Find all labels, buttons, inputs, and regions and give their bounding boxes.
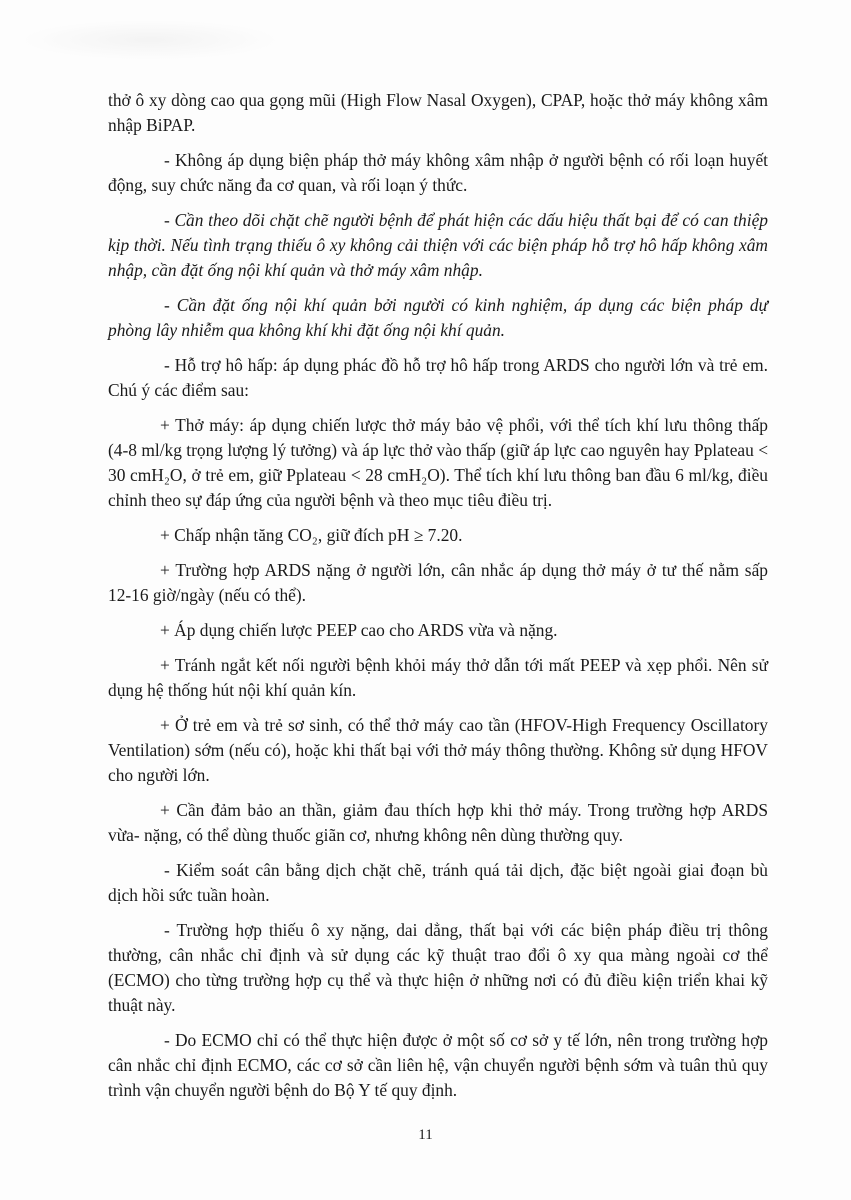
paragraph-6: + Thở máy: áp dụng chiến lược thở máy bảo vệ phổi, với thể tích khí lưu thông thấp (4-8 ml/kg trọng lượng lý tưởng) và áp lực thở vào thấp (giữ áp lực cao nguyên hay Pplateau < 30 cmH₂O, ở trẻ em, giữ Pplateau < 28 cmH₂O). Thể tích khí lưu thông ban đầu 6 ml/kg, điều chỉnh theo sự đáp ứng của người bệnh và theo mục tiêu điều trị. [108,415,768,510]
paragraph-7: + Chấp nhận tăng CO₂, giữ đích pH ≥ 7.20. [160,525,463,545]
paragraph-4: - Cần đặt ống nội khí quản bởi người có kinh nghiệm, áp dụng các biện pháp dự phòng lây nhiễm qua không khí khi đặt ống nội khí quản. [108,295,768,340]
paragraph-13: - Kiểm soát cân bằng dịch chặt chẽ, tránh quá tải dịch, đặc biệt ngoài giai đoạn bù dịch hồi sức tuần hoàn. [108,860,768,905]
paragraph-14: - Trường hợp thiếu ô xy nặng, dai dẳng, thất bại với các biện pháp điều trị thông thường, cân nhắc chỉ định và sử dụng các kỹ thuật trao đổi ô xy qua màng ngoài cơ thể (ECMO) cho từng trường hợp cụ thể và thực hiện ở những nơi có đủ điều kiện triển khai kỹ thuật này. [108,920,768,1015]
paragraph-11: + Ở trẻ em và trẻ sơ sinh, có thể thở máy cao tần (HFOV-High Frequency Oscillatory Ventilation) sớm (nếu có), hoặc khi thất bại với thở máy thông thường. Không sử dụng HFOV cho người lớn. [108,715,768,785]
paragraph-2: - Không áp dụng biện pháp thở máy không xâm nhập ở người bệnh có rối loạn huyết động, suy chức năng đa cơ quan, và rối loạn ý thức. [108,150,768,195]
paragraph-12: + Cần đảm bảo an thần, giảm đau thích hợp khi thở máy. Trong trường hợp ARDS vừa- nặng, có thể dùng thuốc giãn cơ, nhưng không nên dùng thường quy. [108,800,768,845]
paragraph-3: - Cần theo dõi chặt chẽ người bệnh để phát hiện các dấu hiệu thất bại để có can thiệp kịp thời. Nếu tình trạng thiếu ô xy không cải thiện với các biện pháp hỗ trợ hô hấp không xâm nhập, cần đặt ống nội khí quản và thở máy xâm nhập. [108,210,768,280]
scan-smudge [20,20,280,60]
paragraph-8: + Trường hợp ARDS nặng ở người lớn, cân nhắc áp dụng thở máy ở tư thế nằm sấp 12-16 giờ/ngày (nếu có thể). [108,560,768,605]
paragraph-15: - Do ECMO chỉ có thể thực hiện được ở một số cơ sở y tế lớn, nên trong trường hợp cân nhắc chỉ định ECMO, các cơ sở cần liên hệ, vận chuyển người bệnh sớm và tuân thủ quy trình vận chuyển người bệnh do Bộ Y tế quy định. [108,1030,768,1100]
page-number: 11 [418,1127,433,1143]
paragraph-9: + Áp dụng chiến lược PEEP cao cho ARDS vừa và nặng. [160,620,558,640]
paragraph-5: - Hỗ trợ hô hấp: áp dụng phác đồ hỗ trợ hô hấp trong ARDS cho người lớn và trẻ em. Chú ý các điểm sau: [108,355,768,400]
paragraph-10: + Tránh ngắt kết nối người bệnh khỏi máy thở dẫn tới mất PEEP và xẹp phổi. Nên sử dụng hệ thống hút nội khí quản kín. [108,655,768,700]
body-text [108,88,768,1113]
paragraph-1: thở ô xy dòng cao qua gọng mũi (High Flow Nasal Oxygen), CPAP, hoặc thở máy không xâm nhập BiPAP. [108,90,768,135]
